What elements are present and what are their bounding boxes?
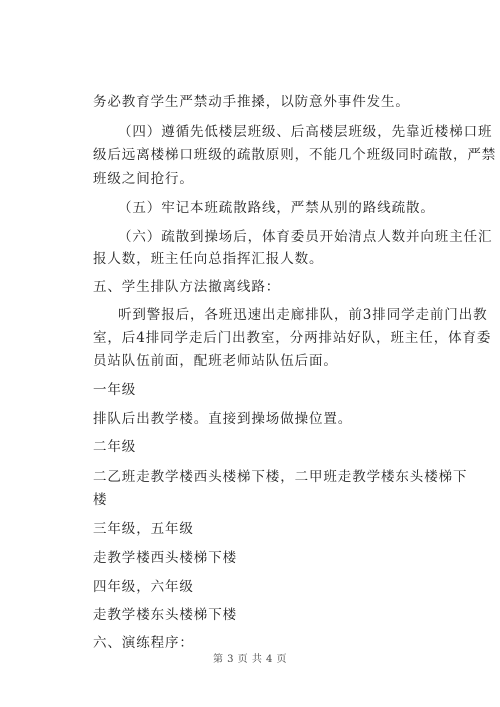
text-line: 听到警报后，各班迅速出走廊排队，前3排同学走前门出教 [118,307,488,323]
page-footer: 第 3 页 共 4 页 [212,654,288,665]
text-line: 报人数，班主任向总指挥汇报人数。 [93,251,324,267]
text-line: 员站队伍前面，配班老师站队伍后面。 [93,353,338,369]
text-line: 二年级 [93,439,137,455]
text-line: 六、演练程序： [93,635,194,651]
text-line: 三年级，五年级 [93,521,194,537]
text-line: （六）疏散到操场后，体育委员开始清点人数并向班主任汇 [118,229,493,245]
text-line: （五）牢记本班疏散路线，严禁从别的路线疏散。 [118,200,435,216]
text-line: 楼 [93,492,108,508]
text-line: 一年级 [93,382,137,398]
text-line: 走教学楼东头楼梯下楼 [93,607,237,623]
text-line: 四年级，六年级 [93,579,194,595]
text-line: 班级之间抢行。 [93,171,194,187]
text-line: 排队后出教学楼。直接到操场做操位置。 [93,411,353,427]
text-line: 走教学楼西头楼梯下楼 [93,550,237,566]
text-line: 级后远离楼梯口班级的疏散原则，不能几个班级同时疏散，严禁 [93,147,497,163]
text-line: 二乙班走教学楼西头楼梯下楼，二甲班走教学楼东头楼梯下 [93,469,468,485]
text-line: 务必教育学生严禁动手推搡，以防意外事件发生。 [93,94,410,110]
text-line: 五、学生排队方法撤离线路： [93,279,281,295]
text-line: （四）遵循先低楼层班级、后高楼层班级，先靠近楼梯口班 [118,124,493,140]
text-line: 室，后4排同学走后门出教室，分两排站好队，班主任，体育委 [93,330,492,346]
